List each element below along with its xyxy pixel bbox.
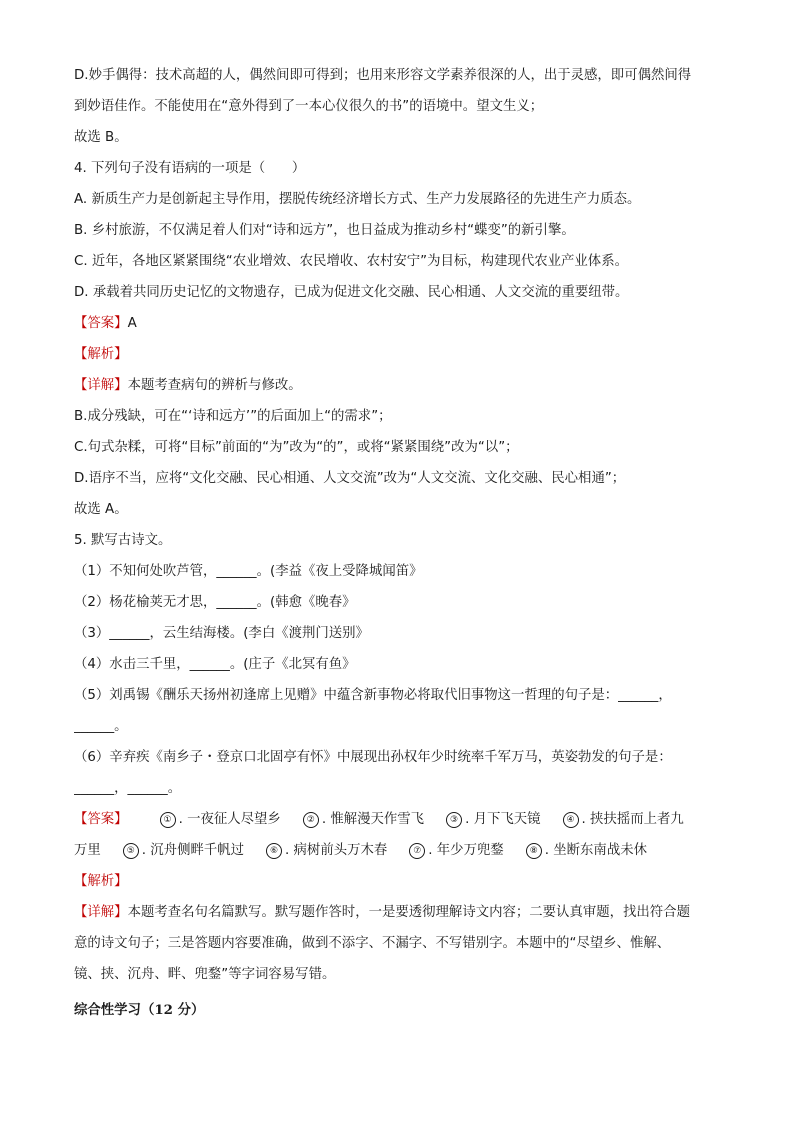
circle-number-6: ⑥	[266, 843, 282, 859]
circle-number-2: ②	[303, 812, 319, 828]
answer-text-3: . 月下飞天镜	[465, 812, 541, 827]
question-5-item-6-line2: ______，______。	[74, 781, 182, 796]
option-d-explanation-line1: D.妙手偶得：技术高超的人，偶然间即可得到；也用来形容文学素养很深的人，出于灵感，即可偶然间得	[74, 68, 692, 83]
answer-text-4: . 挟扶摇而上者九	[581, 812, 684, 827]
question-5-answers-line2	[74, 841, 724, 861]
answer-value: A	[127, 316, 137, 331]
question-5-item-4: （4）水击三千里，______。(庄子《北冥有鱼》	[74, 657, 356, 672]
detail-text: 本题考查病句的辨析与修改。	[127, 378, 302, 393]
question-4-option-c: C. 近年，各地区紧紧围绕“农业增效、农民增收、农村安宁”为目标，构建现代农业产业体系。	[74, 254, 628, 269]
question-5-item-3: （3）______，云生结海楼。(李白《渡荆门送别》	[74, 626, 369, 641]
question-5-item-2: （2）杨花榆荚无才思，______。(韩愈《晚春》	[74, 595, 356, 610]
answer-item-4	[563, 810, 684, 830]
question-5-detail-line2: 意的诗文句子；三是答题内容要准确，做到不添字、不漏字、不写错别字。本题中的“尽望乡、惟解、	[74, 936, 671, 951]
answer-item-7	[409, 841, 503, 861]
answer-item-3	[446, 810, 540, 830]
question-4-option-b: B. 乡村旅游，不仅满足着人们对“诗和远方”，也日益成为推动乡村“蝶变”的新引擎。	[74, 223, 575, 238]
question-5-item-5-line1: （5）刘禹锡《酬乐天扬州初逢席上见赠》中蕴含新事物必将取代旧事物这一哲理的句子是：______，	[74, 688, 672, 703]
question-5-detail-line1	[74, 903, 724, 923]
question-5-answers-line1	[74, 810, 724, 830]
answer-item-6	[266, 841, 387, 861]
question-4-detail	[74, 376, 724, 396]
circle-number-4: ④	[563, 812, 579, 828]
question-4-answer	[74, 314, 724, 334]
question-4-explanation-c: C.句式杂糅，可将“目标”前面的“为”改为“的”，或将“紧紧围绕”改为“以”；	[74, 440, 519, 455]
question-4-explanation-b: B.成分残缺，可在“‘诗和远方’”的后面加上“的需求”；	[74, 409, 392, 424]
section-title: 综合性学习（12 分）	[74, 1002, 205, 1018]
question-4-option-a: A. 新质生产力是创新起主导作用，摆脱传统经济增长方式、生产力发展路径的先进生产力质态。	[74, 192, 641, 207]
question-4-analysis-tag	[74, 345, 724, 365]
circle-number-1: ①	[160, 812, 176, 828]
answer-text-7: . 年少万兜鍪	[428, 843, 504, 858]
answer-text-8: . 坐断东南战未休	[544, 843, 647, 858]
question-4-stem: 4. 下列句子没有语病的一项是（ ）	[74, 161, 306, 176]
circle-number-3: ③	[446, 812, 462, 828]
question-5-item-5-line2: ______。	[74, 719, 128, 734]
choose-a-line: 故选 A。	[74, 502, 128, 517]
question-5-analysis-tag	[74, 872, 724, 892]
question-5-item-6-line1: （6）辛弃疾《南乡子・登京口北固亭有怀》中展现出孙权年少时统率千军万马，英姿勃发的句子是：	[74, 750, 672, 765]
analysis-tag-q5: 【解析】	[74, 874, 128, 889]
answer-item-2	[303, 810, 424, 830]
answer-text-1: . 一夜征人尽望乡	[178, 812, 281, 827]
answer-item-8	[526, 841, 647, 861]
answer-text-6: . 病树前头万木春	[285, 843, 388, 858]
detail-tag: 【详解】	[74, 378, 128, 393]
question-4-option-d: D. 承载着共同历史记忆的文物遗存，已成为促进文化交融、民心相通、人文交流的重要纽带。	[74, 285, 629, 300]
question-4-explanation-d: D.语序不当，应将“文化交融、民心相通、人文交流”改为“人文交流、文化交融、民心相通”；	[74, 471, 626, 486]
circle-number-5: ⑤	[123, 843, 139, 859]
question-5-stem: 5. 默写古诗文。	[74, 533, 172, 548]
question-5-item-1: （1）不知何处吹芦管，______。(李益《夜上受降城闻笛》	[74, 564, 423, 579]
answer-text-5: . 沉舟侧畔千帆过	[141, 843, 245, 858]
answer-item-4-cont: 万里	[74, 843, 101, 858]
answer-item-5	[123, 841, 244, 861]
answer-text-2: . 惟解漫天作雪飞	[321, 812, 425, 827]
circle-number-8: ⑧	[526, 843, 542, 859]
answer-tag-q5: 【答案】	[74, 812, 128, 827]
answer-item-1	[160, 810, 281, 830]
choose-b-line: 故选 B。	[74, 130, 128, 145]
question-5-detail-line3: 镜、挟、沉舟、畔、兜鍪”等字词容易写错。	[74, 967, 336, 982]
detail-tag-q5: 【详解】	[74, 905, 128, 920]
option-d-explanation-line2: 到妙语佳作。不能使用在“意外得到了一本心仪很久的书”的语境中。望文生义；	[74, 99, 544, 114]
q5-detail-text1: 本题考查名句名篇默写。默写题作答时，一是要透彻理解诗文内容；二要认真审题，找出符合题	[127, 905, 690, 920]
analysis-tag: 【解析】	[74, 347, 128, 362]
answer-tag: 【答案】	[74, 316, 128, 331]
circle-number-7: ⑦	[409, 843, 425, 859]
